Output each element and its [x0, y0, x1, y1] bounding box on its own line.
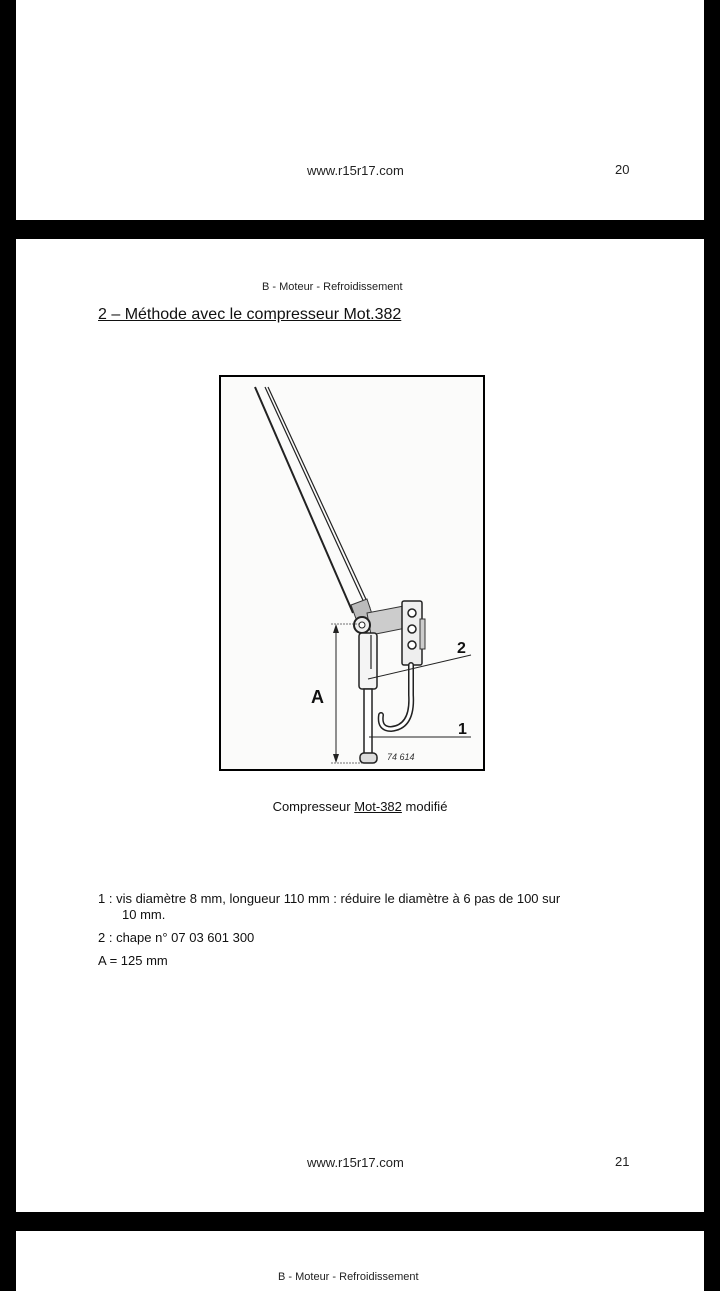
- running-head: B - Moteur - Refroidissement: [262, 281, 403, 293]
- running-head: B - Moteur - Refroidissement: [278, 1271, 419, 1283]
- legend-item-1: [98, 891, 560, 923]
- figure-reference: 74 614: [387, 752, 415, 762]
- caption-prefix: Compresseur: [272, 799, 355, 814]
- arm-left-edge: [255, 387, 353, 613]
- arm-right-edge-1: [265, 387, 367, 609]
- label-2: 2: [457, 640, 466, 657]
- screw-head: [360, 753, 377, 763]
- label-a: A: [311, 687, 324, 707]
- caption-suffix: modifié: [401, 799, 448, 814]
- footer-url: www.r15r17.com: [307, 163, 404, 178]
- caption-link: Mot-382: [354, 799, 402, 814]
- legend-item-3-text: A = 125 mm: [98, 953, 168, 968]
- technical-illustration: [219, 375, 485, 771]
- screw-rod: [364, 689, 372, 755]
- legend-item-2: [98, 930, 254, 946]
- document-page-21: [16, 239, 704, 1212]
- legend-item-3: [98, 953, 168, 969]
- legend-item-1-line-1: 1 : vis diamètre 8 mm, longueur 110 mm : réduire le diamètre à 6 pas de 100 sur: [98, 891, 561, 906]
- section-title: 2 – Méthode avec le compresseur Mot.382: [98, 306, 402, 323]
- arm-right-edge-2: [268, 387, 370, 608]
- label-1: 1: [458, 721, 467, 738]
- footer-url: www.r15r17.com: [307, 1155, 404, 1170]
- clevis: [359, 633, 377, 689]
- legend-item-2-text: 2 : chape n° 07 03 601 300: [98, 930, 255, 945]
- page-number: 21: [615, 1154, 630, 1169]
- page-number: 20: [615, 162, 630, 177]
- document-page-22: [16, 1231, 704, 1291]
- document-page-20: [16, 0, 704, 220]
- legend-item-1-line-2: 10 mm.: [122, 907, 166, 922]
- figure-caption: [16, 799, 704, 814]
- compressor-drawing: [221, 377, 483, 769]
